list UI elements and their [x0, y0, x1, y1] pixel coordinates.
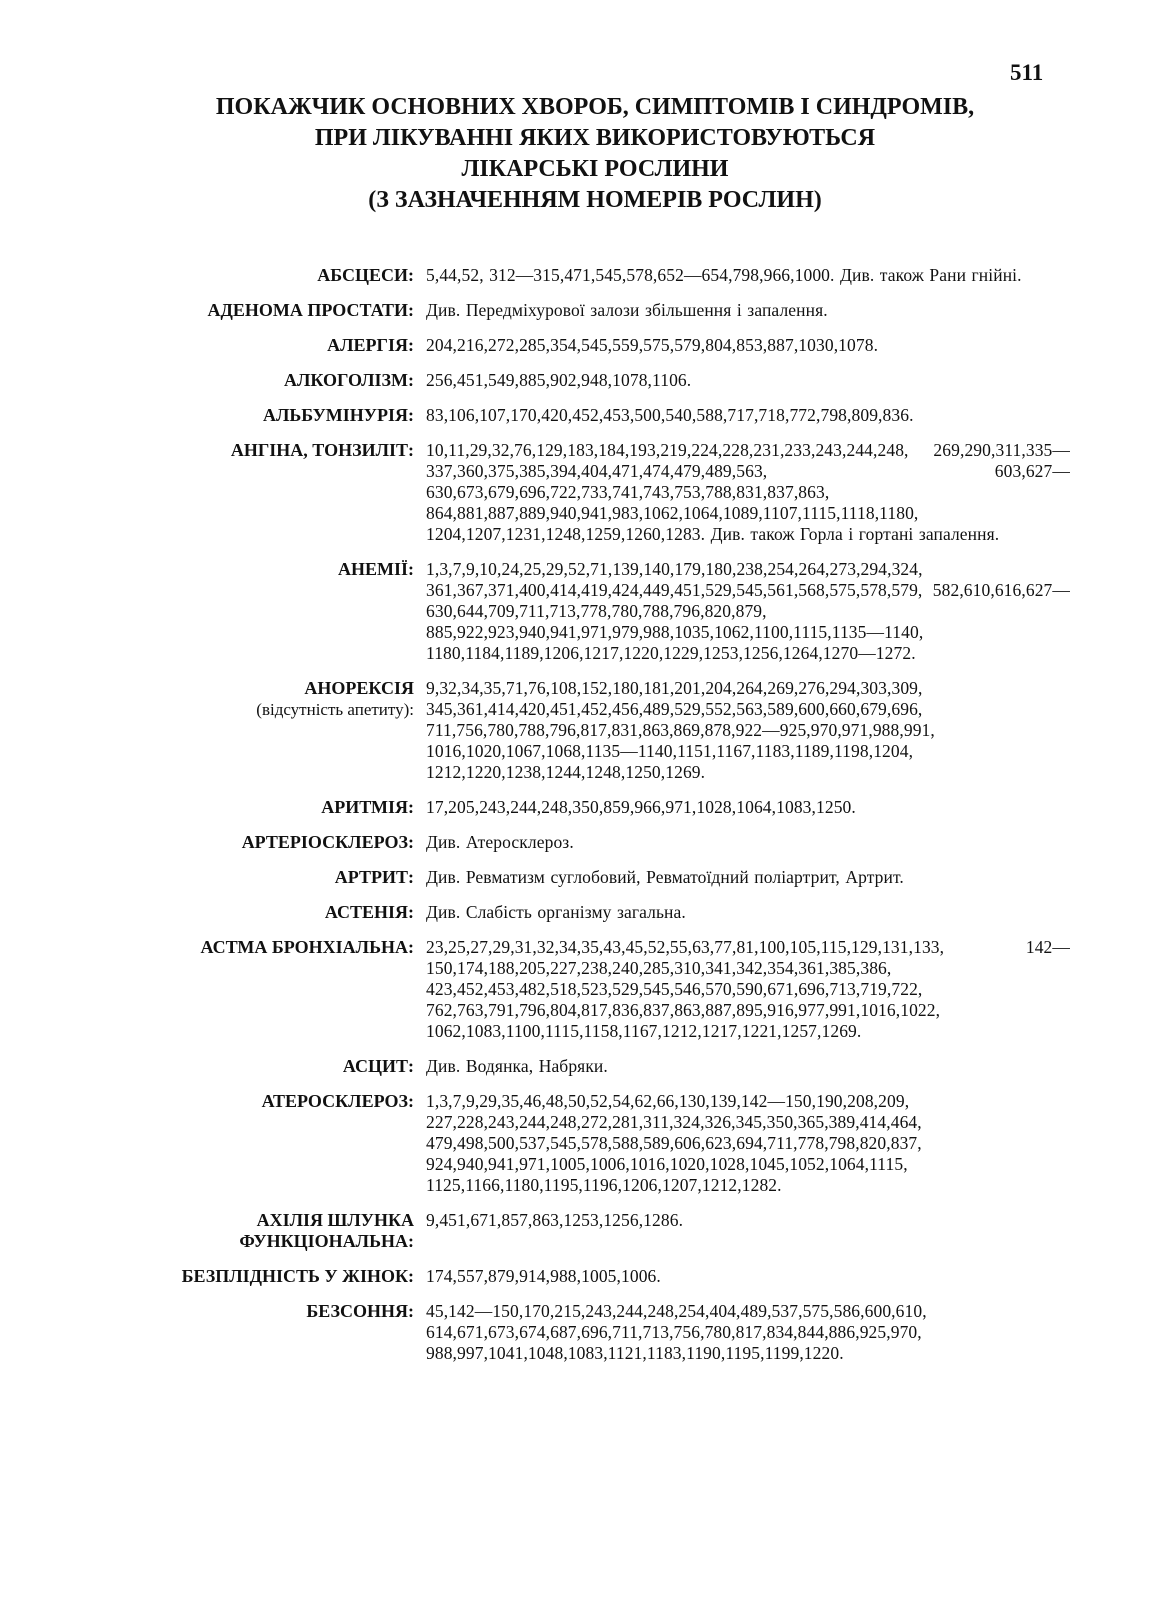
index-entry: [130, 1091, 1070, 1196]
title-line-2: ПРИ ЛІКУВАННІ ЯКИХ ВИКОРИСТОВУЮТЬСЯ: [314, 125, 876, 151]
entry-term: [130, 678, 426, 720]
entry-text: 17,205,243,244,248,350,859,966,971,1028,1064,1083,1250.: [426, 797, 856, 817]
entry-text: 23,25,27,29,31,32,34,35,43,45,52,55,63,77,81,100,105,115,129,131,133, 142—150,174,188,205,227,238,240,285,310,341,342,354,361,385,386, 423,452,453,482,518,523,529,545,546,570,590,671,696,713,719,722, 762,763,791,796,804,817,836,837,863,887,895,916,977,991,1016,1022, 1062,1083,1100,1115,1158,1167,1212,1217,1221,1257,1269.: [426, 937, 1070, 1041]
entry-term: АРТРИТ:: [334, 867, 414, 887]
entry-text: 256,451,549,885,902,948,1078,1106.: [426, 370, 692, 390]
entry-term: БЕЗСОННЯ:: [306, 1301, 414, 1321]
entry-text: 174,557,879,914,988,1005,1006.: [426, 1266, 661, 1286]
index-entry: [130, 1266, 1070, 1287]
entry-text: 1,3,7,9,29,35,46,48,50,52,54,62,66,130,139,142—150,190,208,209, 227,228,243,244,248,272,281,311,324,326,345,350,365,389,414,464, 479,498,500,537,545,578,588,589,606,623,694,711,778,798,820,837, 924,940,941,971,1005,1006,1016,1020,1028,1045,1052,1064,1115, 1125,1166,1180,1195,1196,1206,1207,1212,1282.: [426, 1091, 922, 1195]
index-entry: [130, 902, 1070, 923]
entry-term: АРТЕРІОСКЛЕРОЗ:: [241, 832, 414, 852]
entry-text: 9,32,34,35,71,76,108,152,180,181,201,204,264,269,276,294,303,309, 345,361,414,420,451,452,456,489,529,552,563,589,600,660,679,696, 711,756,780,788,796,817,831,863,869,878,922—925,970,971,988,991, 1016,1020,1067,1068,1135—1140,1151,1167,1183,1189,1198,1204, 1212,1220,1238,1244,1248,1250,1269.: [426, 678, 935, 782]
entry-text: 9,451,671,857,863,1253,1256,1286.: [426, 1210, 684, 1230]
entry-term: АЛКОГОЛІЗМ:: [283, 370, 414, 390]
index-entry: [130, 440, 1070, 545]
entry-text: Див. Атеросклероз.: [426, 832, 574, 852]
index-entries: [130, 265, 1070, 1378]
index-entry: [130, 335, 1070, 356]
entry-term-note: (відсутність апетиту):: [256, 700, 414, 719]
index-entry: [130, 300, 1070, 321]
entry-text: 45,142—150,170,215,243,244,248,254,404,489,537,575,586,600,610, 614,671,673,674,687,696,711,713,756,780,817,834,844,886,925,970, 988,997,1041,1048,1083,1121,1183,1190,1195,1199,1220.: [426, 1301, 927, 1363]
page-number: 511: [1010, 60, 1044, 85]
entry-term: АЛЬБУМІНУРІЯ:: [263, 405, 414, 425]
page-title: [120, 92, 1070, 216]
title-line-1: ПОКАЖЧИК ОСНОВНИХ ХВОРОБ, СИМПТОМІВ І СИНДРОМІВ,: [215, 94, 975, 120]
index-entry: [130, 867, 1070, 888]
index-entry: [130, 265, 1070, 286]
entry-term: АЛЕРГІЯ:: [327, 335, 414, 355]
entry-text: 83,106,107,170,420,452,453,500,540,588,717,718,772,798,809,836.: [426, 405, 914, 425]
entry-term: АНЕМІЇ:: [338, 559, 414, 579]
entry-term: АРИТМІЯ:: [321, 797, 414, 817]
entry-term: АСТМА БРОНХІАЛЬНА:: [200, 937, 414, 957]
index-entry: [130, 937, 1070, 1042]
index-entry: [130, 1301, 1070, 1364]
entry-term: АСЦИТ:: [342, 1056, 414, 1076]
title-line-3: ЛІКАРСЬКІ РОСЛИНИ: [461, 156, 729, 182]
index-entry: [130, 678, 1070, 783]
entry-term: АСТЕНІЯ:: [324, 902, 414, 922]
entry-term: АНГІНА, ТОНЗИЛІТ:: [230, 440, 414, 460]
index-entry: [130, 797, 1070, 818]
entry-term: БЕЗПЛІДНІСТЬ У ЖІНОК:: [181, 1266, 414, 1286]
entry-term-label: АНОРЕКСІЯ: [304, 678, 414, 698]
index-entry: [130, 1210, 1070, 1252]
entry-text: Див. Ревматизм суглобовий, Ревматоїдний поліартрит, Артрит.: [426, 867, 904, 887]
entry-text: Див. Слабість організму загальна.: [426, 902, 686, 922]
index-entry: [130, 1056, 1070, 1077]
title-line-4: (З ЗАЗНАЧЕННЯМ НОМЕРІВ РОСЛИН): [368, 187, 822, 213]
entry-text: Див. Водянка, Набряки.: [426, 1056, 608, 1076]
entry-text: 5,44,52, 312—315,471,545,578,652—654,798,966,1000. Див. також Рани гнійні.: [426, 265, 1022, 285]
entry-text: Див. Передміхурової залози збільшення і запалення.: [426, 300, 828, 320]
index-entry: [130, 559, 1070, 664]
entry-text: 1,3,7,9,10,24,25,29,52,71,139,140,179,180,238,254,264,273,294,324, 361,367,371,400,414,419,424,449,451,529,545,561,568,575,578,579, 582,610,616,627—630,644,709,711,713,778,780,788,796,820,879, 885,922,923,940,941,971,979,988,1035,1062,1100,1115,1135—1140, 1180,1184,1189,1206,1217,1220,1229,1253,1256,1264,1270—1272.: [426, 559, 1070, 663]
entry-text: 204,216,272,285,354,545,559,575,579,804,853,887,1030,1078.: [426, 335, 879, 355]
entry-term: АТЕРОСКЛЕРОЗ:: [261, 1091, 414, 1111]
entry-text: 10,11,29,32,76,129,183,184,193,219,224,228,231,233,243,244,248, 269,290,311,335—337,360,375,385,394,404,471,474,479,489,563, 603,627—630,673,679,696,722,733,741,743,753,788,831,837,863, 864,881,887,889,940,941,983,1062,1064,1089,1107,1115,1118,1180, 1204,1207,1231,1248,1259,1260,1283. Див. також Горла і гортані запалення.: [426, 440, 1070, 544]
index-entry: [130, 405, 1070, 426]
entry-term: АБСЦЕСИ:: [317, 265, 414, 285]
index-entry: [130, 832, 1070, 853]
entry-term: АДЕНОМА ПРОСТАТИ:: [207, 300, 414, 320]
index-entry: [130, 370, 1070, 391]
entry-term: АХІЛІЯ ШЛУНКА ФУНКЦІОНАЛЬНА:: [239, 1210, 414, 1251]
